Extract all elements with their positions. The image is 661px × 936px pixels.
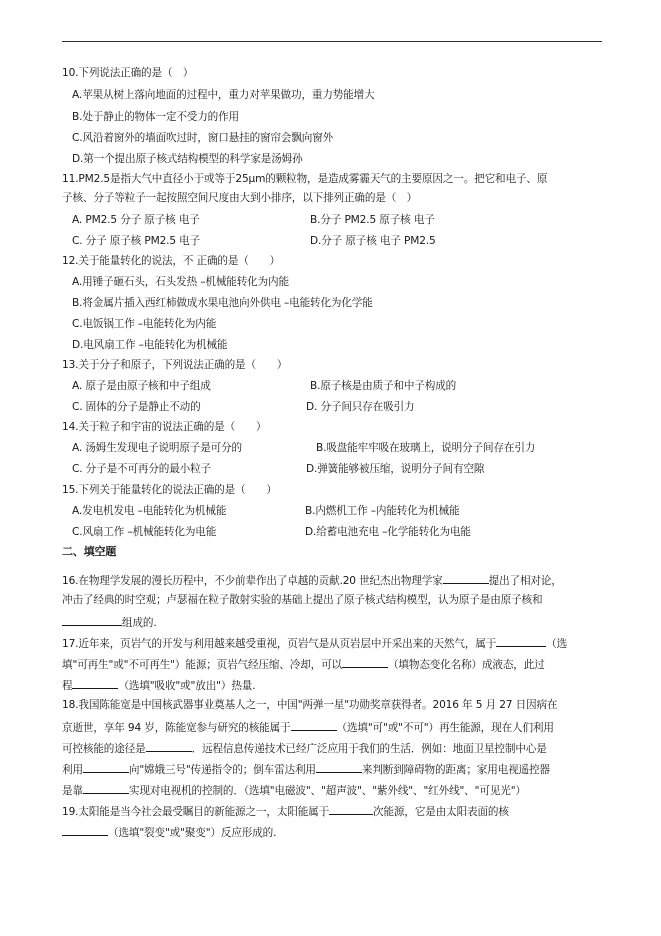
- q13-option-c: C. 固体的分子是静止不动的: [72, 401, 201, 413]
- q18-line2: 京逝世，享年 94 岁，陈能宽参与研究的核能属于 （选填"可"或"不可"）再生能源，现在人们利用: [62, 719, 607, 735]
- q12-option-b: B.将金属片插入西红柿做成水果电池向外供电 –电能转化为化学能: [72, 297, 373, 309]
- q10-stem: 10.下列说法正确的是（ ）: [62, 67, 194, 79]
- q15-option-d: D.给蓄电池充电 –化学能转化为电能: [305, 526, 471, 538]
- q10-option-d: D.第一个提出原子核式结构模型的科学家是汤姆孙: [72, 153, 303, 165]
- q18-blank-1[interactable]: [291, 719, 337, 731]
- q13-stem: 13.关于分子和原子，下列说法正确的是（ ）: [62, 359, 288, 371]
- q18-blank-3[interactable]: [83, 761, 129, 773]
- q17-line2: 填"可再生"或"不可再生"）能源；页岩气经压缩、冷却，可以 （填物态变化名称）成液态，此过: [62, 656, 607, 672]
- q13-option-a: A. 原子是由原子核和中子组成: [72, 380, 211, 392]
- q18-line4: 利用 向"嫦娥三号"传递指令的；倒车雷达利用 来判断到障碍物的距离；家用电视遥控器: [62, 761, 607, 777]
- q18-blank-4[interactable]: [316, 761, 362, 773]
- q14-option-b: B.吸盘能牢牢吸在玻璃上，说明分子间存在引力: [316, 442, 536, 454]
- q14-option-d: D.弹簧能够被压缩，说明分子间有空隙: [306, 463, 485, 475]
- q15-option-a: A.发电机发电 –电能转化为机械能: [72, 505, 227, 517]
- q18-blank-5[interactable]: [83, 782, 129, 794]
- q14-option-c: C. 分子是不可再分的最小粒子: [72, 463, 212, 475]
- q15-option-c: C.风扇工作 –机械能转化为电能: [72, 526, 217, 538]
- q12-option-a: A.用锤子砸石头，石头发热 –机械能转化为内能: [72, 276, 289, 288]
- q17-blank-1[interactable]: [496, 635, 546, 647]
- q16-line1: 16.在物理学发展的漫长历程中，不少前辈作出了卓越的贡献.20 世纪杰出物理学家 提出了相对论，: [62, 572, 607, 588]
- q11-option-c: C. 分子 原子核 PM2.5 电子: [72, 235, 201, 247]
- section-title: 二、填空题: [62, 545, 117, 558]
- q14-stem: 14.关于粒子和宇宙的说法正确的是（ ）: [62, 421, 267, 433]
- q18-line5: 是靠 实现对电视机的控制的．（选填"电磁波"、"超声波"、"紫外线"、"红外线"、"可见光"）: [62, 782, 607, 798]
- q19-blank-2[interactable]: [62, 824, 108, 836]
- q11-option-a: A. PM2.5 分子 原子核 电子: [72, 214, 200, 226]
- q18-line1: 18.我国陈能宽是中国核武器事业奠基人之一，中国"两弹一星"功勋奖章获得者。2016 年 5 月 27 日因病在: [62, 699, 558, 711]
- q10-option-c: C.风沿着窗外的墙面吹过时，窗口悬挂的窗帘会飘向窗外: [72, 132, 334, 144]
- q11-option-b: B.分子 PM2.5 原子核 电子: [310, 214, 435, 226]
- q14-option-a: A. 汤姆生发现电子说明原子是可分的: [72, 442, 243, 454]
- q16-line2: 冲击了经典的时空观；卢瑟福在粒子散射实验的基础上提出了原子核式结构模型，认为原子是由原子核和: [62, 594, 543, 606]
- q18-line3: 可控核能的途径是 ．远程信息传递技术已经广泛应用于我们的生活．例如：地面卫星控制中心是: [62, 740, 607, 756]
- q17-blank-2[interactable]: [342, 656, 388, 668]
- q13-option-d: D. 分子间只存在吸引力: [306, 401, 415, 413]
- q16-line3: 组成的.: [62, 614, 607, 630]
- q18-blank-2[interactable]: [146, 740, 192, 752]
- q10-option-a: A.苹果从树上落向地面的过程中，重力对苹果做功，重力势能增大: [72, 89, 375, 101]
- q11-stem-line2: 子核、分子等粒子一起按照空间尺度由大到小排序，以下排列正确的是（ ）: [62, 192, 418, 204]
- q16-blank-1[interactable]: [443, 572, 489, 584]
- q17-blank-3[interactable]: [72, 677, 118, 689]
- q11-stem-line1: 11.PM2.5是指大气中直径小于或等于25μm的颗粒物，是造成雾霾天气的主要原因之一。把它和电子、原: [62, 173, 548, 185]
- q15-stem: 15.下列关于能量转化的说法正确的是（ ）: [62, 484, 277, 496]
- q13-option-b: B.原子核是由质子和中子构成的: [310, 380, 457, 392]
- header-rule: [62, 41, 602, 42]
- q19-line1: 19.太阳能是当今社会最受瞩目的新能源之一，太阳能属于 次能源，它是由太阳表面的核: [62, 803, 607, 819]
- q17-line3: 程 （选填"吸收"或"放出"）热量.: [62, 677, 607, 693]
- q16-blank-2[interactable]: [62, 614, 122, 626]
- q15-option-b: B.内燃机工作 –内能转化为机械能: [305, 505, 460, 517]
- q12-option-d: D.电风扇工作 –电能转化为机械能: [72, 339, 228, 351]
- q12-option-c: C.电饭锅工作 –电能转化为内能: [72, 318, 217, 330]
- q11-option-d: D.分子 原子核 电子 PM2.5: [310, 235, 436, 247]
- q10-option-b: B.处于静止的物体一定不受力的作用: [72, 111, 239, 123]
- q19-line2: （选填"裂变"或"聚变"）反应形成的.: [62, 824, 607, 840]
- q17-line1: 17.近年来，页岩气的开发与利用越来越受重视，页岩气是从页岩层中开采出来的天然气，属于 （选: [62, 635, 607, 651]
- q12-stem: 12.关于能量转化的说法，不 正确的是（ ）: [62, 255, 281, 267]
- q19-blank-1[interactable]: [329, 803, 373, 815]
